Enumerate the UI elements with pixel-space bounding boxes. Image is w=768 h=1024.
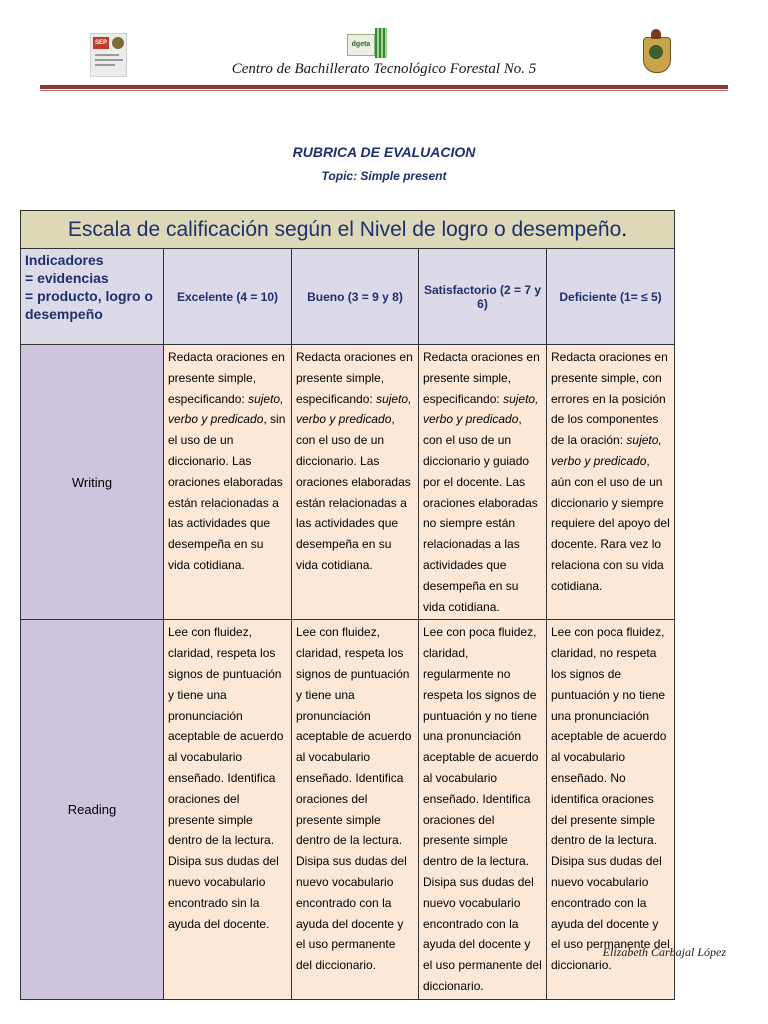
school-name: Centro de Bachillerato Tecnológico Forestal No. 5: [231, 61, 537, 77]
table-row-writing: [21, 345, 675, 620]
header-rule-thin: [40, 90, 728, 91]
cell-reading-satisfactorio: Lee con poca fluidez, claridad, regularmente no respeta los signos de puntuación y no tiene una pronunciación aceptable de acuerdo al vocabulario enseñado. Identifica oraciones del presente simple dentro de la lectura. Disipa sus dudas del nuevo vocabulario encontrado con la ayuda del docente y el uso permanente del diccionario.: [419, 620, 547, 999]
dgeta-bars-icon: [375, 28, 387, 58]
column-header-excelente: Excelente (4 = 10): [164, 249, 292, 345]
rating-scale-band: [21, 211, 675, 249]
cell-writing-satisfactorio: Redacta oraciones en presente simple, especificando: sujeto, verbo y predicado, con el uso de un diccionario y guiado por el docente. Las oraciones elaboradas no siempre están relacionadas a las actividades que desempeña en su vida cotidiana.: [419, 345, 547, 620]
mexico-seal-icon: [112, 37, 124, 49]
indicators-header: Indicadores = evidencias = producto, logro o desempeño: [21, 249, 164, 345]
cell-writing-deficiente: Redacta oraciones en presente simple, con errores en la posición de los componentes de la oración: sujeto, verbo y predicado, aún con el uso de un diccionario y siempre requiere del apoyo del docente. Rara vez lo relaciona con su vida cotidiana.: [547, 345, 675, 620]
column-header-bueno: Bueno (3 = 9 y 8): [292, 249, 419, 345]
criterion-reading: Reading: [21, 620, 164, 999]
header-rule: [40, 85, 728, 89]
column-header-deficiente: Deficiente (1= ≤ 5): [547, 249, 675, 345]
dgeta-logo: [347, 28, 389, 60]
column-header-satisfactorio: Satisfactorio (2 = 7 y 6): [419, 249, 547, 345]
document-title: RUBRICA DE EVALUACION: [292, 144, 476, 160]
document-subtitle: Topic: Simple present: [321, 169, 447, 183]
header-row: [21, 249, 675, 345]
cell-reading-excelente: Lee con fluidez, claridad, respeta los signos de puntuación y tiene una pronunciación aceptable de acuerdo al vocabulario enseñado. Identifica oraciones del presente simple dentro de la lectura. Disipa sus dudas del nuevo vocabulario encontrado sin la ayuda del docente.: [164, 620, 292, 999]
author-signature: Elizabeth Carbajal López: [602, 945, 726, 959]
dgeta-logo-text: dgeta: [347, 34, 375, 56]
page-header: [0, 0, 768, 100]
sep-logo-text: SEP: [93, 37, 109, 49]
cell-reading-bueno: Lee con fluidez, claridad, respeta los signos de puntuación y tiene una pronunciación aceptable de acuerdo al vocabulario enseñado. Identifica oraciones del presente simple dentro de la lectura. Disipa sus dudas del nuevo vocabulario encontrado con la ayuda del docente y el uso permanente del diccionario.: [292, 620, 419, 999]
criterion-writing: Writing: [21, 345, 164, 620]
table-row-reading: [21, 620, 675, 999]
cell-writing-excelente: Redacta oraciones en presente simple, especificando: sujeto, verbo y predicado, sin el uso de un diccionario. Las oraciones elaboradas están relacionadas a las actividades que desempeña en su vida cotidiana.: [164, 345, 292, 620]
rubric-table: [20, 210, 675, 1000]
rating-scale-title: Escala de calificación según el Nivel de logro o desempeño.: [21, 211, 675, 249]
cell-reading-deficiente: Lee con poca fluidez, claridad, no respeta los signos de puntuación y no tiene una pronunciación aceptable de acuerdo al vocabulario enseñado. No identifica oraciones del presente simple dentro de la lectura. Disipa sus dudas del nuevo vocabulario encontrado con la ayuda del docente y el uso permanente del diccionario.: [547, 620, 675, 999]
cell-writing-bueno: Redacta oraciones en presente simple, especificando: sujeto, verbo y predicado, con el uso de un diccionario. Las oraciones elaboradas están relacionadas a las actividades que desempeña en su vida cotidiana.: [292, 345, 419, 620]
